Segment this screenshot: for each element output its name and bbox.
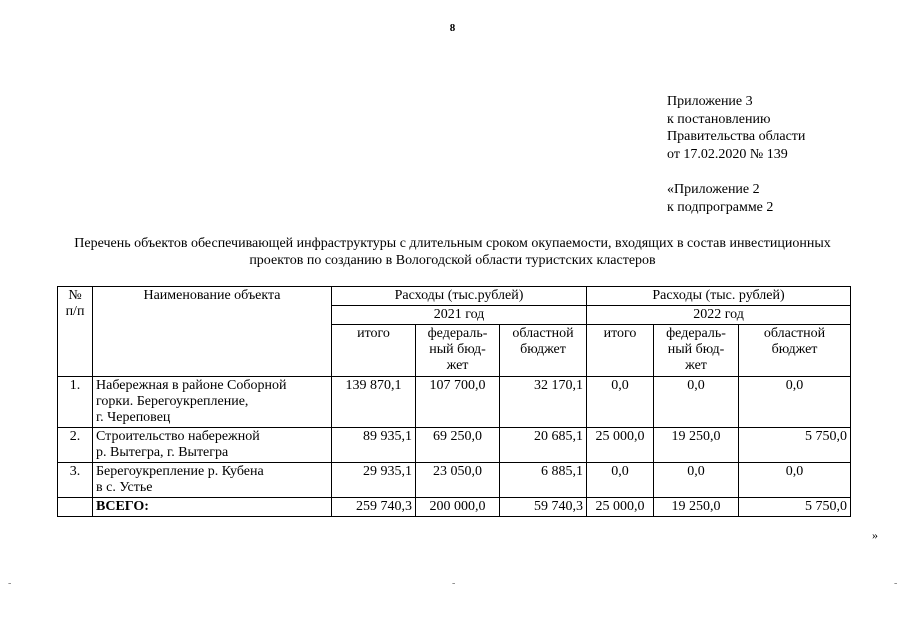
appendix2-line: «Приложение 2 [667,182,760,197]
row-num: 2. [58,428,93,463]
total-value: 19 250,0 [654,498,739,517]
page-number: 8 [449,22,456,34]
title-line: проектов по созданию в Вологодской области туристских кластеров [249,253,656,268]
appendix-line: Правительства области [667,129,806,144]
row-value: 29 935,1 [332,463,416,498]
row-name-line: р. Вытегра, г. Вытегра [96,445,229,460]
header-sub: областной бюджет [739,325,851,377]
header-sub: федераль-ный бюд-жет [416,325,500,377]
row-value: 0,0 [587,377,654,428]
appendix-block [667,93,805,163]
table-row [58,463,851,498]
header-year-2021: 2021 год [332,306,587,325]
header-sub: итого [332,325,416,377]
row-value: 23 050,0 [416,463,500,498]
row-value: 19 250,0 [654,428,739,463]
row-value: 69 250,0 [416,428,500,463]
margin-mark: - [8,578,12,589]
objects-table [57,286,851,517]
header-group-2022: Расходы (тыс. рублей) [587,287,851,306]
row-name-line: горки. Берегоукрепление, [96,394,249,409]
row-name-line: в с. Устье [96,480,153,495]
row-value: 32 170,1 [500,377,587,428]
total-value: 259 740,3 [332,498,416,517]
row-value: 107 700,0 [416,377,500,428]
row-name [93,463,332,498]
margin-mark: - [894,578,898,589]
closing-quote: » [872,528,878,542]
table-total-row [58,498,851,517]
header-sub: областной бюджет [500,325,587,377]
total-label: ВСЕГО: [93,498,332,517]
row-value: 0,0 [654,377,739,428]
total-value: 200 000,0 [416,498,500,517]
header-group-2021: Расходы (тыс.рублей) [332,287,587,306]
header-sub: федераль-ный бюд-жет [654,325,739,377]
title-line: Перечень объектов обеспечивающей инфраструктуры с длительным сроком окупаемости, входящих в состав инвестиционных [74,236,831,251]
row-value: 0,0 [587,463,654,498]
row-value: 139 870,1 [332,377,416,428]
row-value: 25 000,0 [587,428,654,463]
row-name-line: Берегоукрепление р. Кубена [96,464,264,479]
row-value: 89 935,1 [332,428,416,463]
row-name-line: г. Череповец [96,410,171,425]
row-name [93,428,332,463]
table-row [58,377,851,428]
total-empty-cell [58,498,93,517]
table-header-row [58,287,851,306]
header-year-2022: 2022 год [587,306,851,325]
appendix-line: Приложение 3 [667,94,753,109]
row-value: 6 885,1 [500,463,587,498]
row-value: 20 685,1 [500,428,587,463]
header-name: Наименование объекта [93,287,332,377]
row-value: 5 750,0 [739,428,851,463]
row-name [93,377,332,428]
table-row [58,428,851,463]
appendix-line: от 17.02.2020 № 139 [667,146,788,162]
row-value: 0,0 [739,463,851,498]
document-title [0,235,905,269]
row-name-line: Набережная в районе Соборной [96,378,287,393]
total-value: 5 750,0 [739,498,851,517]
row-num: 3. [58,463,93,498]
appendix2-block [667,181,773,216]
total-value: 59 740,3 [500,498,587,517]
row-value: 0,0 [654,463,739,498]
row-value: 0,0 [739,377,851,428]
row-name-line: Строительство набережной [96,429,260,444]
header-num: № п/п [58,287,93,377]
appendix2-line: к подпрограмме 2 [667,199,774,215]
header-sub: итого [587,325,654,377]
appendix-line: к постановлению [667,111,771,127]
total-value: 25 000,0 [587,498,654,517]
margin-mark: - [452,578,456,589]
row-num: 1. [58,377,93,428]
